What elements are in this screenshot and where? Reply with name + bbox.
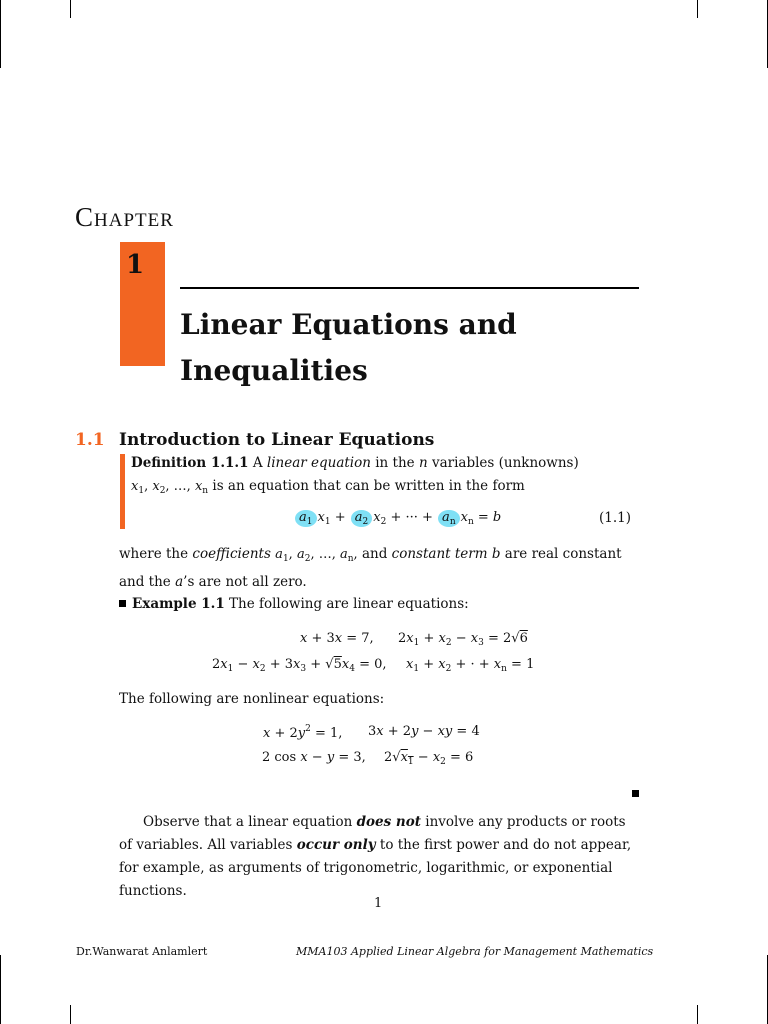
crop-mark (0, 955, 1, 1024)
observe-bold-2: occur only (296, 837, 376, 853)
a-var: a (175, 574, 184, 590)
nonlinear-eq-1: $x + 2y^2 = 1$, (263, 724, 343, 741)
chapter-title-line1: Linear Equations and (180, 308, 517, 341)
definition-vars: $x_1$, $x_2$, …, $x_n$ (131, 479, 209, 496)
nonlinear-eq-2: 3x + 2y − xy = 4 (368, 724, 480, 739)
section-title: Introduction to Linear Equations (119, 430, 435, 450)
nonlinear-intro: The following are nonlinear equations: (119, 691, 385, 707)
nonlinear-eq-3: 2 cos x − y = 3, (262, 750, 366, 765)
chapter-number: 1 (126, 250, 145, 280)
chapter-title (180, 302, 640, 394)
observe-paragraph (119, 811, 641, 903)
where-d: ’s are not all zero. (183, 574, 307, 590)
chapter-title-line2: Inequalities (180, 354, 368, 387)
crop-mark (697, 0, 698, 18)
equation-number: (1.1) (599, 510, 632, 526)
definition-term: linear equation (266, 455, 371, 471)
constant-term: constant term (391, 546, 488, 562)
linear-eq-1: x + 3x = 7, (300, 631, 374, 646)
footer-author: Dr.Wanwarat Anlamlert (76, 945, 208, 958)
chapter-word: Chapter (75, 202, 174, 232)
definition-label: Definition 1.1.1 (131, 455, 249, 471)
example-square-icon (119, 600, 126, 607)
definition-text-a: A (252, 455, 263, 471)
definition-text-d: is an equation that can be written in the form (212, 478, 525, 494)
observe-c: involve any products or roots of variables. All variables (119, 814, 626, 853)
example-label: Example 1.1 (132, 596, 225, 612)
where-b: and (361, 546, 388, 562)
definition-n: n (418, 455, 428, 471)
footer-course: MMA103 Applied Linear Algebra for Management Mathematics (296, 945, 654, 958)
definition-text-c: variables (unknowns) (431, 455, 579, 471)
definition-text-b: in the (375, 455, 415, 471)
coefficients-term: coefficients (192, 546, 271, 562)
page-number: 1 (374, 896, 383, 911)
section-number: 1.1 (75, 430, 105, 450)
qed-square-icon (632, 790, 639, 797)
observe-e: to the first power and do not appear, for example, as arguments of trigonometric, logarithmic, or exponential functions. (119, 837, 632, 899)
chapter-rule (180, 287, 639, 289)
crop-mark (70, 0, 71, 18)
where-a: where the (119, 546, 189, 562)
definition-bar (120, 454, 125, 529)
where-c: are real constant and the (119, 546, 622, 590)
where-paragraph (119, 543, 641, 594)
linear-eq-4: $x_1 + x_2$ + · + $x_n = 1$ (406, 657, 535, 674)
crop-mark (697, 1005, 698, 1024)
definition-equation: $a_1$ $x_1 + a_2$ $x_2$ + ··· + $a_n$ $x_n = b$ (294, 510, 501, 527)
observe-bold-1: does not (356, 814, 421, 830)
example-intro: The following are linear equations: (229, 596, 469, 612)
nonlinear-eq-4: $2√x_1 - x_2 = 6$ (384, 750, 474, 767)
observe-a: Observe that a linear equation (143, 814, 353, 830)
linear-eq-2: $2x_1 + x_2 - x_3 = 2√6$ (398, 631, 528, 648)
crop-mark (0, 0, 1, 68)
constant-var: b (491, 546, 501, 562)
crop-mark (70, 1005, 71, 1024)
definition-text (131, 452, 643, 503)
linear-eq-3: $2x_1 - x_2 + 3x_3 + √5x_4 = 0$, (212, 657, 387, 674)
coefficients-list: $a_1$, $a_2$, …, $a_n$, (275, 547, 358, 564)
example-heading (119, 596, 469, 612)
